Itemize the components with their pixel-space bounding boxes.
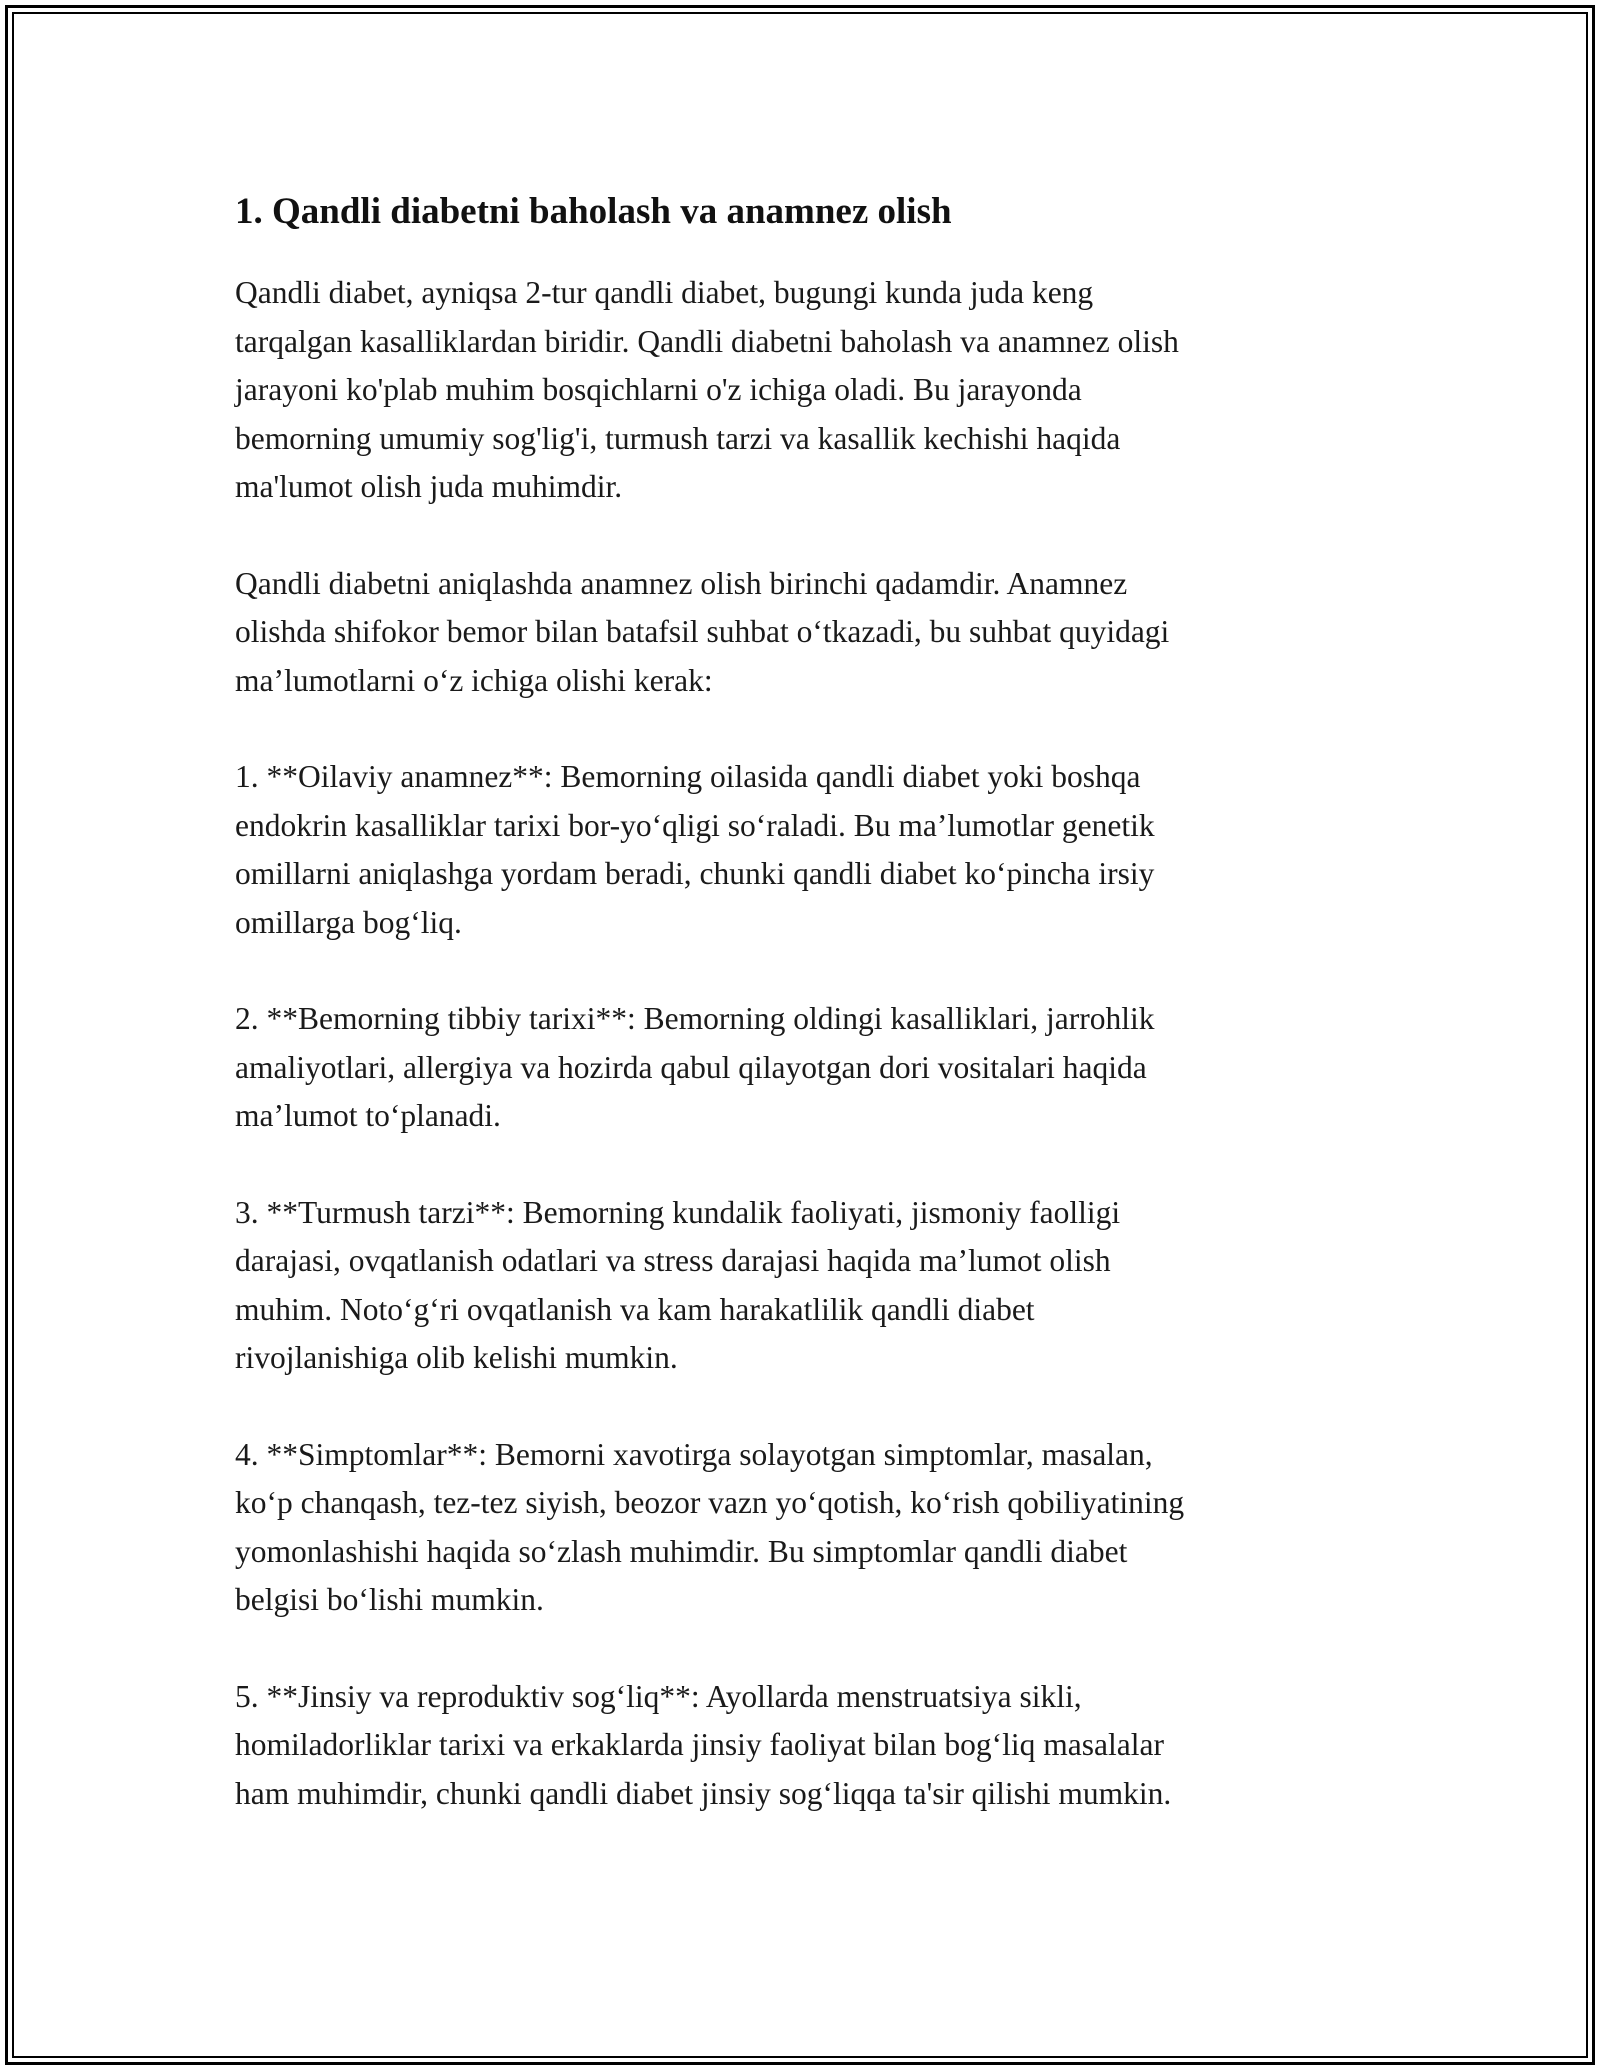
document-body (235, 186, 1365, 1866)
list-item-reproductive-health: 5. **Jinsiy va reproduktiv sog‘liq**: Ayollarda menstruatsiya sikli, homiladorliklar tarixi va erkaklarda jinsiy faoliyat bilan bog‘liq masalalar ham muhimdir, chunki qandli diabet jinsiy sog‘liqqa ta'sir qilishi mumkin. (235, 1678, 1172, 1811)
list-item-medical-history: 2. **Bemorning tibbiy tarixi**: Bemorning oldingi kasalliklari, jarrohlik amaliyotlari, allergiya va hozirda qabul qilayotgan dori vositalari haqida ma’lumot to‘planadi. (235, 1001, 1155, 1133)
document-title: 1. Qandli diabetni baholash va anamnez olish (235, 191, 952, 232)
anamnesis-intro-paragraph: Qandli diabetni aniqlashda anamnez olish birinchi qadamdir. Anamnez olishda shifokor bemor bilan batafsil suhbat o‘tkazadi, bu suhbat quyidagi ma’lumotlarni o‘z ichiga olishi kerak: (235, 565, 1170, 698)
list-item-family-history: 1. **Oilaviy anamnez**: Bemorning oilasida qandli diabet yoki boshqa endokrin kasalliklar tarixi bor-yo‘qligi so‘raladi. Bu ma’lumotlar genetik omillarni aniqlashga yordam beradi, chunki qandli diabet ko‘pincha irsiy omillarga bog‘liq. (235, 759, 1155, 940)
list-item-lifestyle: 3. **Turmush tarzi**: Bemorning kundalik faoliyati, jismoniy faolligi darajasi, ovqatlanish odatlari va stress darajasi haqida ma’lumot olish muhim. Noto‘g‘ri ovqatlanish va kam harakatlilik qandli diabet rivojlanishiga olib kelishi mumkin. (235, 1194, 1121, 1375)
intro-paragraph: Qandli diabet, ayniqsa 2-tur qandli diabet, bugungi kunda juda keng tarqalgan kasalliklardan biridir. Qandli diabetni baholash va anamnez olish jarayoni ko'plab muhim bosqichlarni o'z ichiga oladi. Bu jarayonda bemorning umumiy sog'lig'i, turmush tarzi va kasallik kechishi haqida ma'lumot olish juda muhimdir. (235, 275, 1179, 504)
list-item-symptoms: 4. **Simptomlar**: Bemorni xavotirga solayotgan simptomlar, masalan, ko‘p chanqash, tez-tez siyish, beozor vazn yo‘qotish, ko‘rish qobiliyatining yomonlashishi haqida so‘zlash muhimdir. Bu simptomlar qandli diabet belgisi bo‘lishi mumkin. (235, 1436, 1185, 1617)
